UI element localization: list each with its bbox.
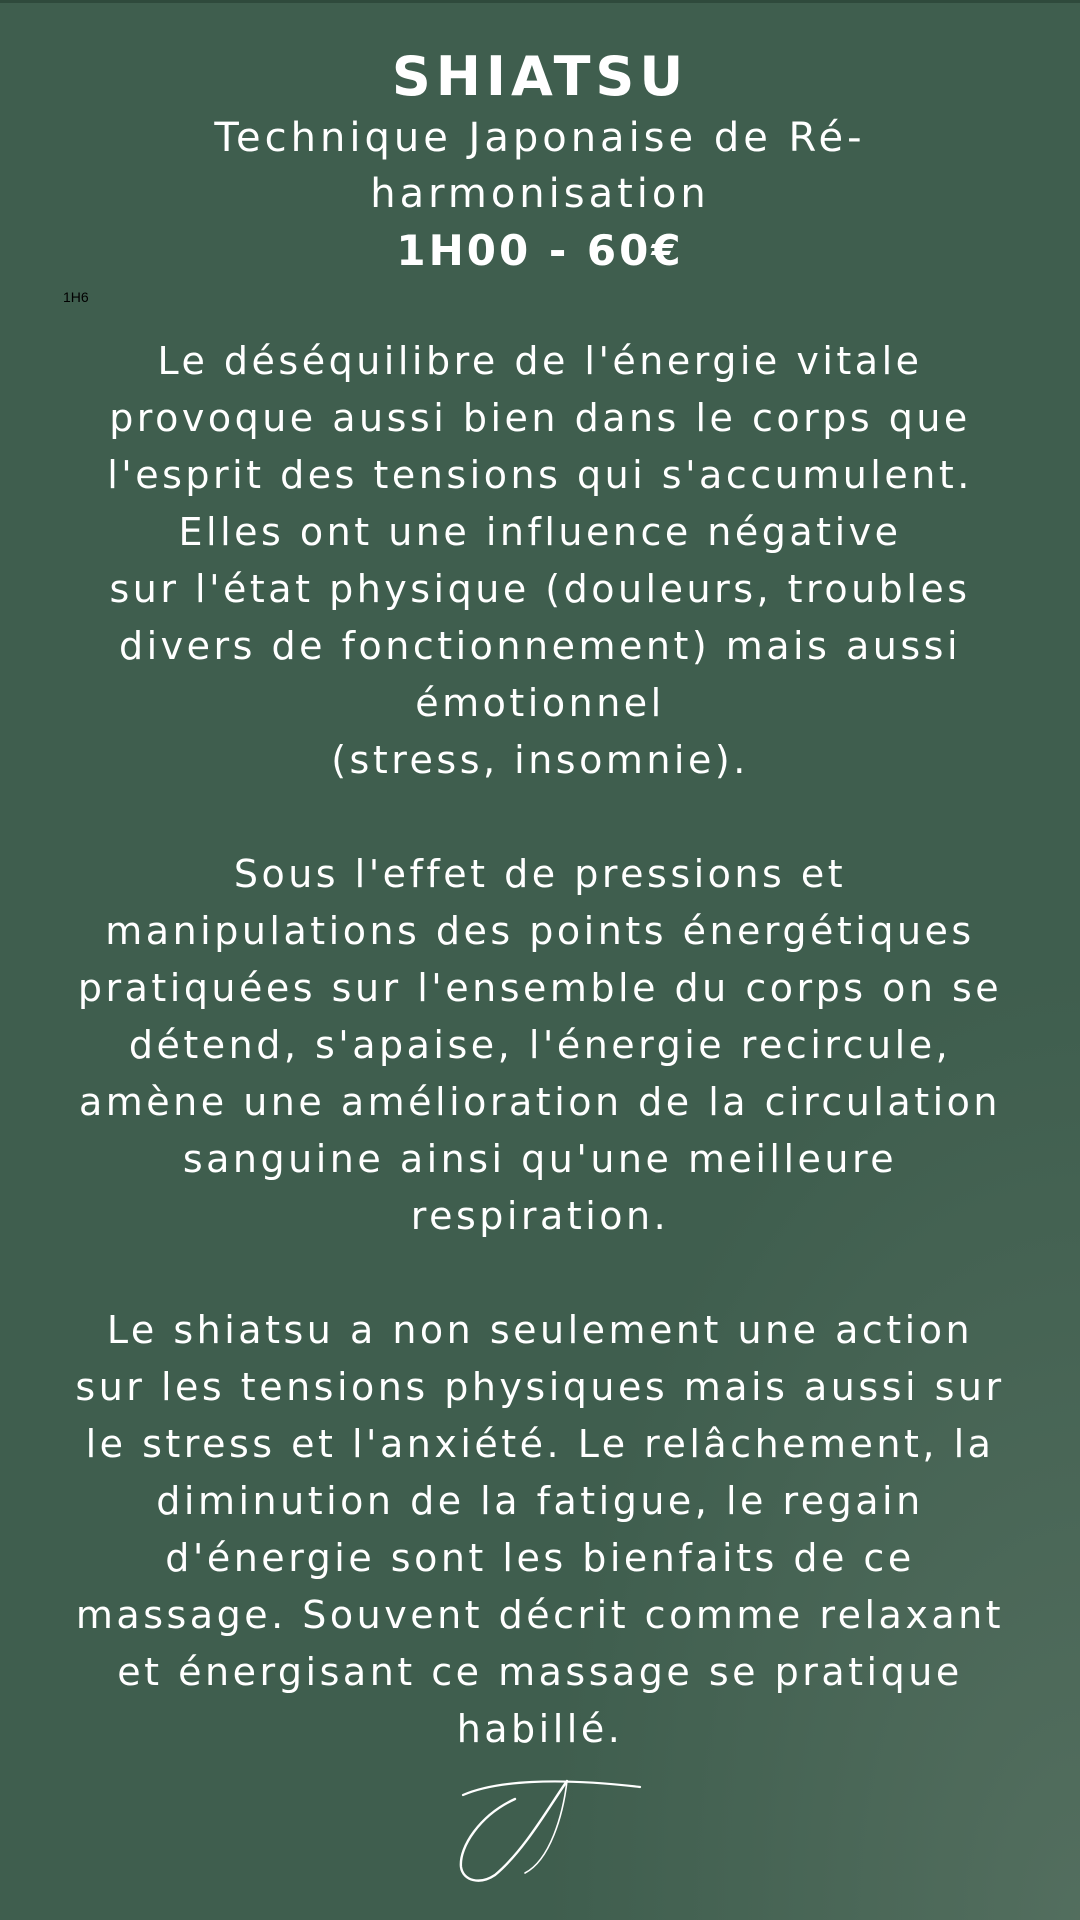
- paragraph-line: Elles ont une influence négative: [178, 510, 902, 554]
- paragraph-line: respiration.: [410, 1194, 670, 1238]
- paragraph-line: et énergisant ce massage se pratique: [117, 1650, 963, 1694]
- page-title: SHIATSU: [391, 45, 689, 108]
- paragraph-line: Le déséquilibre de l'énergie vitale: [157, 339, 923, 383]
- paragraph-line: divers de fonctionnement) mais aussi: [118, 624, 962, 668]
- paragraph-line: l'esprit des tensions qui s'accumulent.: [107, 453, 973, 497]
- paragraph-line: diminution de la fatigue, le regain: [156, 1479, 924, 1523]
- paragraph-line: sur les tensions physiques mais aussi sur: [75, 1365, 1005, 1409]
- paragraph-line: émotionnel: [415, 681, 665, 725]
- small-label: 1H6: [63, 289, 89, 305]
- paragraph-1: [40, 333, 1040, 789]
- subtitle-line-1: Technique Japonaise de Ré-: [214, 115, 866, 161]
- paragraph-line: (stress, insomnie).: [331, 738, 749, 782]
- description-text: [40, 333, 1040, 1815]
- paragraph-line: manipulations des points énergétiques: [105, 909, 975, 953]
- paragraph-line: sur l'état physique (douleurs, troubles: [109, 567, 971, 611]
- paragraph-line: d'énergie sont les bienfaits de ce: [165, 1536, 915, 1580]
- paragraph-2: [40, 846, 1040, 1245]
- paragraph-line: amène une amélioration de la circulation: [78, 1080, 1002, 1124]
- page-subtitle: [0, 110, 1080, 222]
- paragraph-line: Sous l'effet de pressions et: [233, 852, 847, 896]
- top-border: [0, 0, 1080, 3]
- paragraph-line: provoque aussi bien dans le corps que: [109, 396, 971, 440]
- paragraph-line: habillé.: [456, 1707, 624, 1751]
- script-t-monogram-icon: [455, 1775, 645, 1885]
- header: [0, 44, 1080, 280]
- paragraph-line: sanguine ainsi qu'une meilleure: [182, 1137, 898, 1181]
- subtitle-line-2: harmonisation: [370, 171, 710, 217]
- paragraph-line: pratiquées sur l'ensemble du corps on se: [77, 966, 1003, 1010]
- paragraph-line: massage. Souvent décrit comme relaxant: [75, 1593, 1005, 1637]
- paragraph-3: [40, 1302, 1040, 1758]
- paragraph-line: détend, s'apaise, l'énergie recircule,: [128, 1023, 952, 1067]
- paragraph-line: le stress et l'anxiété. Le relâchement, la: [85, 1422, 995, 1466]
- price-label: 1H00 - 60€: [396, 226, 684, 275]
- paragraph-line: Le shiatsu a non seulement une action: [106, 1308, 974, 1352]
